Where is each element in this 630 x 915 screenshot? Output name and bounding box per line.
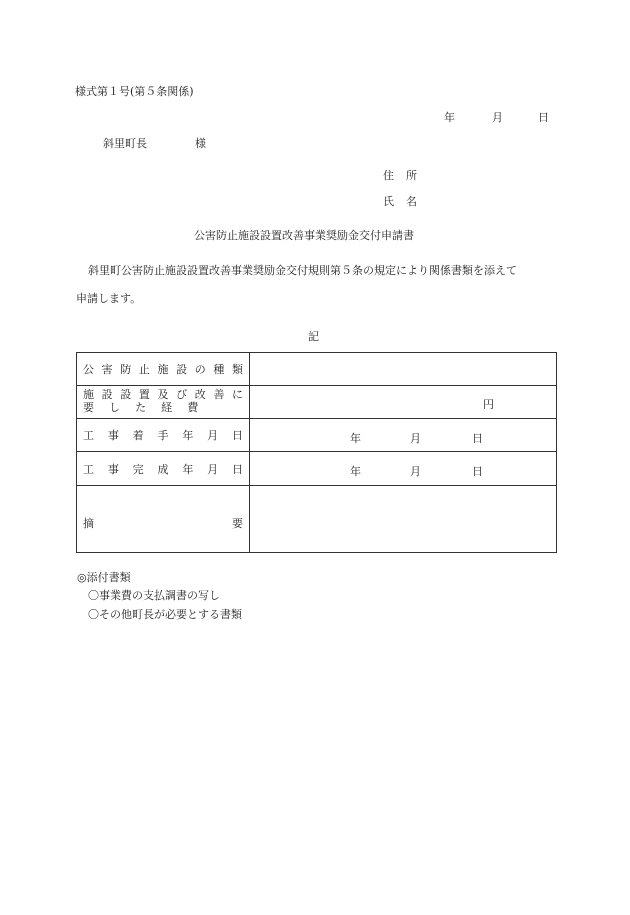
cost-label-char: 及 (157, 388, 169, 402)
complete-date-value-cell[interactable] (250, 452, 557, 486)
body-text-line-2: 申請します。 (76, 292, 142, 305)
facility-type-char: 止 (138, 363, 150, 376)
facility-type-char: 設 (176, 363, 188, 376)
name-label-char-2: 名 (406, 195, 417, 208)
start-date-label (77, 419, 250, 452)
cost-label-char: た (135, 401, 147, 414)
table-row-facility-type (77, 353, 557, 386)
cost-value-cell[interactable] (250, 386, 557, 419)
complete-date-char: 成 (157, 462, 169, 476)
summary-label-char: 要 (232, 517, 243, 530)
cost-label-char: 設 (120, 388, 132, 402)
table-row-cost (77, 386, 557, 419)
start-year-unit: 年 (350, 432, 361, 445)
attachment-item: 〇その他町長が必要とする書類 (88, 608, 242, 621)
summary-label (77, 486, 250, 553)
summary-value-cell[interactable] (250, 486, 557, 553)
detail-table (76, 352, 557, 553)
summary-label-char: 摘 (83, 517, 94, 530)
cost-label (77, 386, 250, 419)
body-text-line-1: 斜里町公害防止施設設置改善事業奨励金交付規則第５条の規定により関係書類を添えて (88, 264, 517, 277)
complete-date-char: 年 (182, 462, 194, 476)
attachments-heading: ◎添付書類 (77, 571, 131, 584)
yen-unit: 円 (483, 398, 494, 411)
name-label-char-1: 氏 (383, 195, 406, 208)
cost-label-char: 施 (83, 388, 94, 402)
cost-label-char: に (232, 388, 243, 402)
complete-date-label (77, 452, 250, 486)
complete-day-unit: 日 (472, 465, 483, 478)
cost-label-char: 善 (213, 388, 225, 402)
cost-label-char: 設 (101, 388, 113, 402)
cost-label-char: 置 (138, 388, 150, 402)
table-row-summary (77, 486, 557, 553)
facility-type-char: 防 (120, 363, 132, 376)
address-label-char-2: 所 (406, 169, 417, 182)
attachment-item: 〇事業費の支払調書の写し (88, 589, 220, 602)
facility-type-value-cell[interactable] (250, 353, 557, 386)
facility-type-char: 種 (213, 363, 225, 376)
address-label (383, 170, 417, 181)
complete-year-unit: 年 (350, 465, 361, 478)
facility-type-char: 公 (83, 363, 94, 376)
facility-type-label (77, 353, 250, 386)
start-date-char: 月 (207, 429, 219, 442)
complete-date-char: 日 (231, 462, 243, 476)
start-date-char: 着 (132, 429, 144, 442)
cost-label-char: し (109, 401, 121, 414)
start-date-char: 年 (182, 429, 194, 442)
table-row-complete-date (77, 452, 557, 486)
start-date-char: 手 (157, 429, 169, 442)
start-month-unit: 月 (410, 432, 421, 445)
ki-label: 記 (308, 330, 319, 343)
complete-date-char: 完 (132, 462, 144, 476)
cost-label-char: 改 (194, 388, 206, 402)
facility-type-char: 施 (157, 363, 169, 376)
address-label-char-1: 住 (383, 169, 406, 182)
start-date-value-cell[interactable] (250, 419, 557, 452)
date-year-label: 年 (444, 111, 455, 124)
facility-type-char: 類 (232, 363, 243, 376)
start-date-char: 日 (231, 429, 243, 442)
cost-label-char: 経 (161, 401, 173, 414)
complete-date-char: 月 (207, 462, 219, 476)
complete-month-unit: 月 (410, 465, 421, 478)
name-label (383, 196, 417, 207)
complete-date-char: 工 (83, 462, 94, 476)
cost-label-char: 費 (187, 401, 199, 414)
facility-type-char: の (194, 363, 206, 376)
table-row-start-date (77, 419, 557, 452)
document-title: 公害防止施設設置改善事業奨励金交付申請書 (194, 229, 414, 242)
start-day-unit: 日 (472, 432, 483, 445)
date-month-label: 月 (492, 111, 503, 124)
cost-label-char: 要 (83, 401, 94, 414)
cost-label-char: び (176, 388, 188, 402)
complete-date-char: 事 (107, 462, 119, 476)
facility-type-char: 害 (101, 363, 113, 376)
start-date-char: 工 (83, 429, 94, 442)
recipient-honorific: 様 (195, 137, 206, 150)
form-number: 様式第１号(第５条関係) (75, 85, 194, 98)
start-date-char: 事 (107, 429, 119, 442)
date-day-label: 日 (538, 111, 549, 124)
recipient: 斜里町長 (103, 137, 147, 150)
